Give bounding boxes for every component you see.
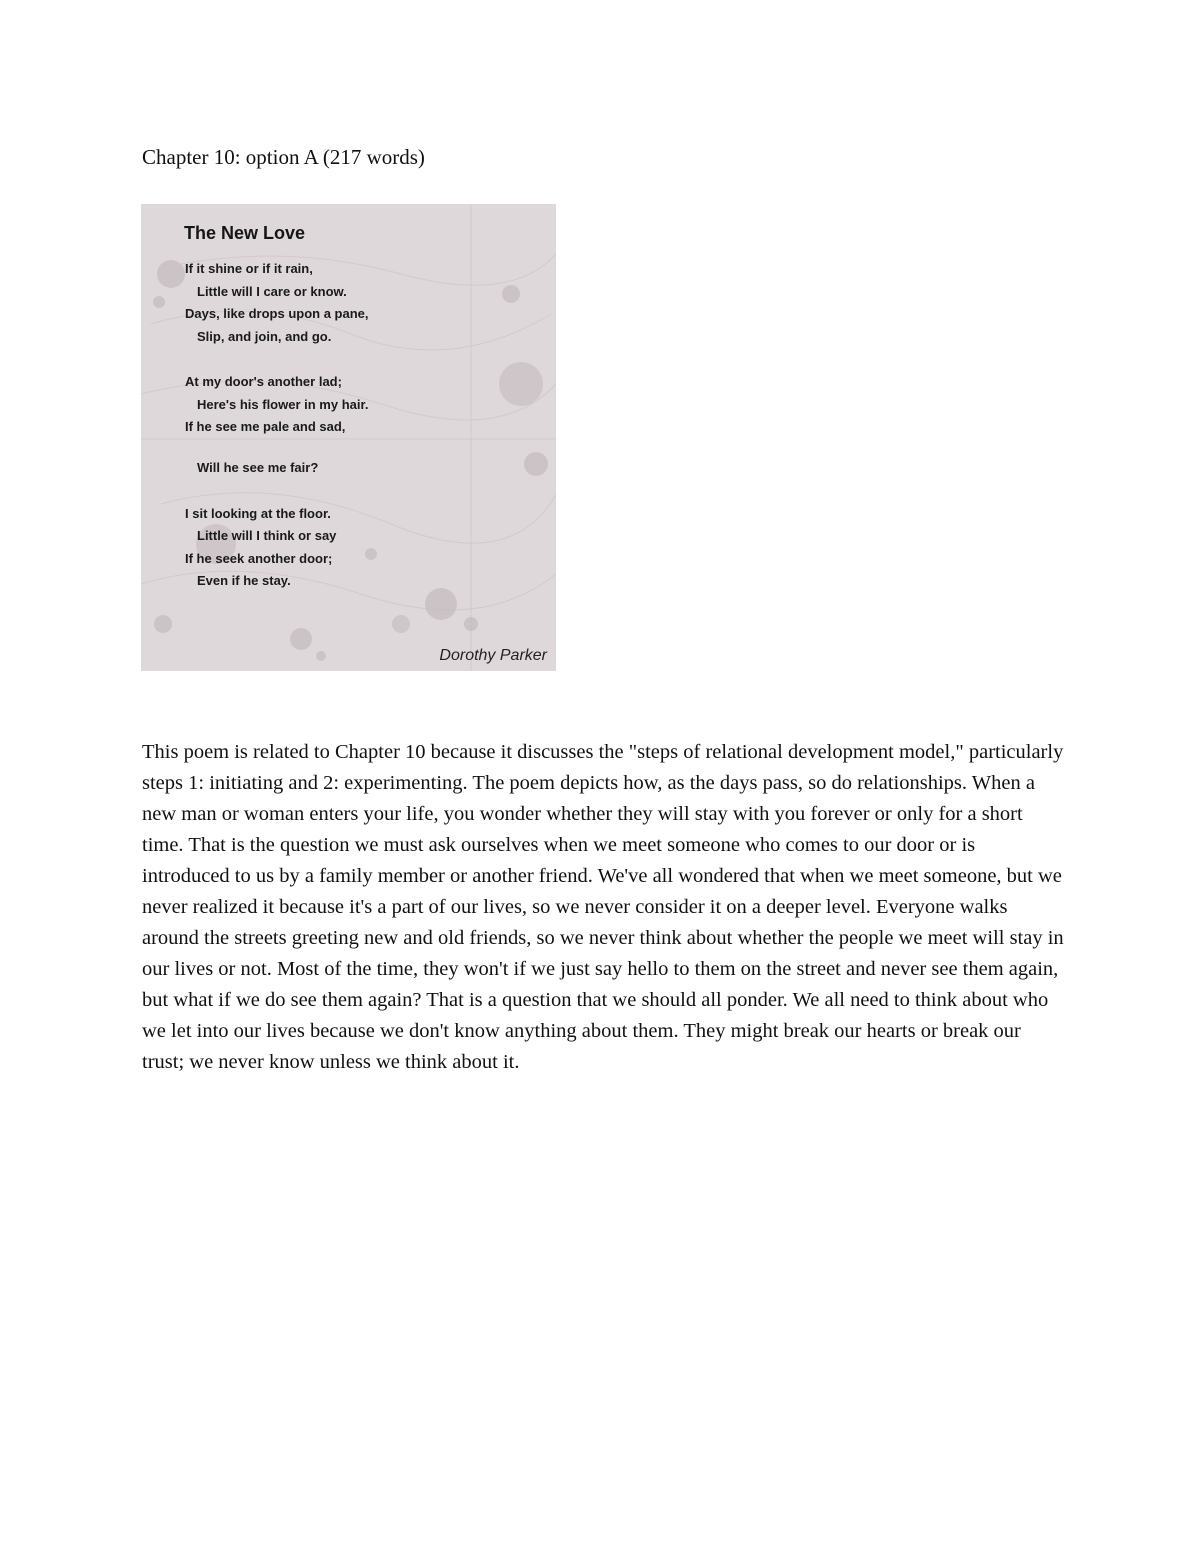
poem-line: Even if he stay.	[197, 573, 291, 588]
body-paragraph: This poem is related to Chapter 10 because it discusses the "steps of relational development model," particularly steps 1: initiating and 2: experimenting. The poem depicts how, as the days pass, so do relationships. When a new man or woman enters your life, you wonder whether they will stay with you forever or only for a short time. That is the question we must ask ourselves when we meet someone who comes to our door or is introduced to us by a family member or another friend. We've all wondered that when we meet someone, but we never realized it because it's a part of our lives, so we never consider it on a deeper level. Everyone walks around the streets greeting new and old friends, so we never think about whether the people we meet will stay in our lives or not. Most of the time, they won't if we just say hello to them on the street and never see them again, but what if we do see them again? That is a question that we should all ponder. We all need to think about who we let into our lives because we don't know anything about them. They might break our hearts or break our trust; we never know unless we think about it.	[142, 741, 1064, 1073]
poem-line: If he seek another door;	[185, 551, 333, 566]
poem-line: If he see me pale and sad,	[185, 419, 346, 434]
poem-line: Little will I care or know.	[197, 284, 347, 299]
poem-line: I sit looking at the floor.	[185, 506, 331, 521]
poem-line: Will he see me fair?	[197, 460, 319, 475]
poem-line: Days, like drops upon a pane,	[185, 306, 369, 321]
poem-line: Little will I think or say	[197, 528, 337, 543]
poem-line: Slip, and join, and go.	[197, 329, 332, 344]
document-heading: Chapter 10: option A (217 words)	[142, 145, 425, 169]
poem-author: Dorothy Parker	[439, 647, 547, 664]
poem-line: Here's his flower in my hair.	[197, 397, 369, 412]
poem-title: The New Love	[184, 223, 306, 243]
poem-line: At my door's another lad;	[185, 374, 342, 389]
poem-line: If it shine or if it rain,	[185, 261, 313, 276]
poem-image	[141, 204, 556, 671]
